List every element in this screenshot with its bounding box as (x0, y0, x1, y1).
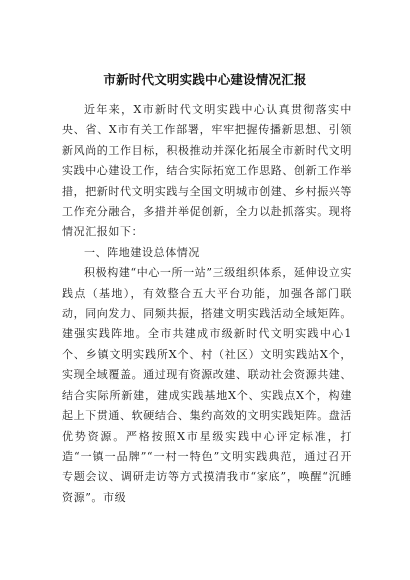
document-title: 市新时代文明实践中心建设情况汇报 (103, 72, 307, 87)
intro-paragraph: 近年来，X市新时代文明实践中心认真贯彻落实中央、省、X市有关工作部署，牢牢把握传播新思想、引领新风尚的工作目标，积极推动并深化拓展全市新时代文明实践中心建设工作，结合实际拓宽工作思路、创新工作举措，把新时代文明实践与全国文明城市创建、乡村振兴等工作充分融合，多措并举促创新，全力以赴抓落实。现将情况汇报如下： (62, 103, 352, 239)
section-paragraph: 积极构建“中心一所一站”三级组织体系，延伸设立实践点（基地），有效整合五大平台功能，加强各部门联动，同向发力、同频共振，搭建文明实践活动全域矩阵。建强实践阵地。全市共建成市级新时代文明实践中心1个、乡镇文明实践所X个、村（社区）文明实践站X个，实现全域覆盖。通过现有资源改建、联动社会资源共建、结合实际所新建，建成实践基地X个、实践点X个，构建起上下贯通、软硬结合、集约高效的文明实践矩阵。盘活优势资源。严格按照X市星级实践中心评定标准，打造“一镇一品牌”“一村一特色”文明实践典范，通过召开专题会议、调研走访等方式摸清我市“家底”，唤醒“沉睡资源”。市级 (62, 266, 352, 504)
document-body (62, 100, 352, 508)
section-heading: 一、阵地建设总体情况 (84, 245, 200, 259)
